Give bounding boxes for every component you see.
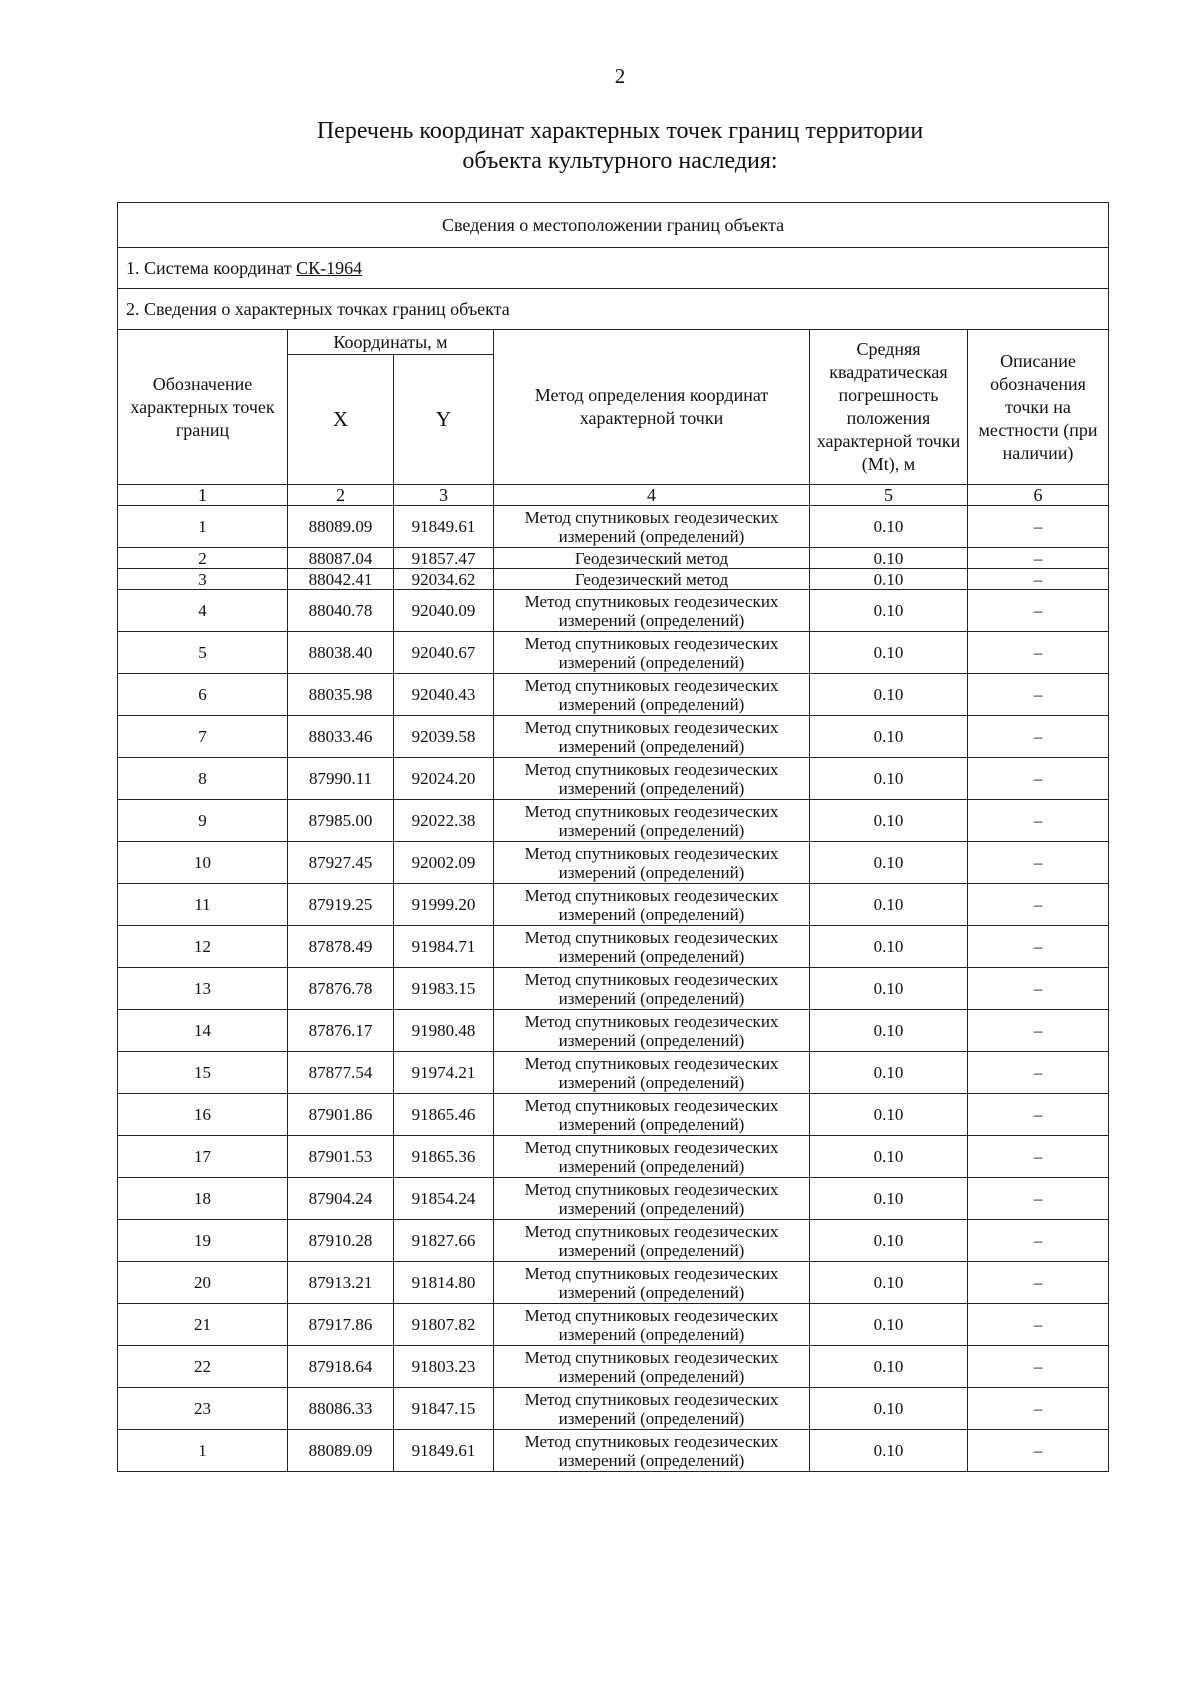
column-number: 2 <box>288 485 394 506</box>
table-row <box>118 1388 1109 1430</box>
y-coordinate-cell: 92002.09 <box>394 842 494 884</box>
x-coordinate-cell: 88038.40 <box>288 632 394 674</box>
error-cell: 0.10 <box>810 758 968 800</box>
y-coordinate-cell: 91980.48 <box>394 1010 494 1052</box>
x-coordinate-cell: 88040.78 <box>288 590 394 632</box>
error-cell: 0.10 <box>810 1262 968 1304</box>
y-coordinate-cell: 91865.36 <box>394 1136 494 1178</box>
table-row <box>118 716 1109 758</box>
y-coordinate-cell: 91807.82 <box>394 1304 494 1346</box>
point-id-cell: 18 <box>118 1178 288 1220</box>
header-method: Метод определения координат характерной точки <box>494 330 810 485</box>
point-id-cell: 6 <box>118 674 288 716</box>
error-cell: 0.10 <box>810 968 968 1010</box>
point-id-cell: 15 <box>118 1052 288 1094</box>
description-cell: – <box>968 1388 1109 1430</box>
description-cell: – <box>968 926 1109 968</box>
x-coordinate-cell: 88086.33 <box>288 1388 394 1430</box>
coord-system-cell <box>118 248 1109 289</box>
method-cell: Метод спутниковых геодезических измерений (определений) <box>494 1220 810 1262</box>
description-cell: – <box>968 1094 1109 1136</box>
point-id-cell: 22 <box>118 1346 288 1388</box>
table-row <box>118 674 1109 716</box>
table-row <box>118 758 1109 800</box>
point-id-cell: 9 <box>118 800 288 842</box>
description-cell: – <box>968 884 1109 926</box>
description-cell: – <box>968 1136 1109 1178</box>
description-cell: – <box>968 674 1109 716</box>
method-cell: Метод спутниковых геодезических измерений (определений) <box>494 1262 810 1304</box>
table-row <box>118 1178 1109 1220</box>
y-coordinate-cell: 91803.23 <box>394 1346 494 1388</box>
description-cell: – <box>968 1430 1109 1472</box>
description-cell: – <box>968 548 1109 569</box>
error-cell: 0.10 <box>810 1052 968 1094</box>
y-coordinate-cell: 91849.61 <box>394 1430 494 1472</box>
document-title <box>0 116 1200 176</box>
method-cell: Метод спутниковых геодезических измерений (определений) <box>494 926 810 968</box>
point-id-cell: 1 <box>118 506 288 548</box>
header-error <box>810 330 968 485</box>
points-header-row <box>118 289 1109 330</box>
table-row <box>118 1262 1109 1304</box>
method-cell: Метод спутниковых геодезических измерений (определений) <box>494 632 810 674</box>
column-header-row-1 <box>118 330 1109 355</box>
method-cell: Геодезический метод <box>494 569 810 590</box>
page-number: 2 <box>614 64 626 88</box>
error-cell: 0.10 <box>810 926 968 968</box>
y-coordinate-cell: 91849.61 <box>394 506 494 548</box>
x-coordinate-cell: 87919.25 <box>288 884 394 926</box>
description-cell: – <box>968 1262 1109 1304</box>
table-row <box>118 884 1109 926</box>
x-coordinate-cell: 87904.24 <box>288 1178 394 1220</box>
point-id-cell: 13 <box>118 968 288 1010</box>
method-cell: Метод спутниковых геодезических измерений (определений) <box>494 800 810 842</box>
method-cell: Метод спутниковых геодезических измерений (определений) <box>494 884 810 926</box>
description-cell: – <box>968 590 1109 632</box>
method-cell: Метод спутниковых геодезических измерений (определений) <box>494 1304 810 1346</box>
error-cell: 0.10 <box>810 1304 968 1346</box>
method-cell: Метод спутниковых геодезических измерений (определений) <box>494 1010 810 1052</box>
point-id-cell: 1 <box>118 1430 288 1472</box>
error-cell: 0.10 <box>810 590 968 632</box>
header-coordinates: Координаты, м <box>288 330 494 355</box>
description-cell: – <box>968 968 1109 1010</box>
method-cell: Геодезический метод <box>494 548 810 569</box>
x-coordinate-cell: 88089.09 <box>288 506 394 548</box>
method-cell: Метод спутниковых геодезических измерений (определений) <box>494 968 810 1010</box>
header-x: X <box>288 355 394 485</box>
table-row <box>118 548 1109 569</box>
point-id-cell: 23 <box>118 1388 288 1430</box>
point-id-cell: 14 <box>118 1010 288 1052</box>
x-coordinate-cell: 87918.64 <box>288 1346 394 1388</box>
x-coordinate-cell: 87985.00 <box>288 800 394 842</box>
x-coordinate-cell: 87913.21 <box>288 1262 394 1304</box>
document-title-line-2: объекта культурного наследия: <box>462 148 778 174</box>
section-header-row <box>118 203 1109 248</box>
y-coordinate-cell: 92022.38 <box>394 800 494 842</box>
point-id-cell: 2 <box>118 548 288 569</box>
x-coordinate-cell: 87878.49 <box>288 926 394 968</box>
column-number: 3 <box>394 485 494 506</box>
column-number: 1 <box>118 485 288 506</box>
point-id-cell: 3 <box>118 569 288 590</box>
table-row <box>118 569 1109 590</box>
method-cell: Метод спутниковых геодезических измерений (определений) <box>494 758 810 800</box>
error-cell: 0.10 <box>810 632 968 674</box>
method-cell: Метод спутниковых геодезических измерений (определений) <box>494 1430 810 1472</box>
description-cell: – <box>968 1304 1109 1346</box>
method-cell: Метод спутниковых геодезических измерений (определений) <box>494 1178 810 1220</box>
description-cell: – <box>968 632 1109 674</box>
error-cell: 0.10 <box>810 842 968 884</box>
table-row <box>118 1010 1109 1052</box>
x-coordinate-cell: 87990.11 <box>288 758 394 800</box>
y-coordinate-cell: 91999.20 <box>394 884 494 926</box>
description-cell: – <box>968 1010 1109 1052</box>
y-coordinate-cell: 91983.15 <box>394 968 494 1010</box>
description-cell: – <box>968 758 1109 800</box>
error-cell: 0.10 <box>810 1136 968 1178</box>
y-coordinate-cell: 92039.58 <box>394 716 494 758</box>
table-row <box>118 590 1109 632</box>
x-coordinate-cell: 87927.45 <box>288 842 394 884</box>
error-cell: 0.10 <box>810 1220 968 1262</box>
method-cell: Метод спутниковых геодезических измерений (определений) <box>494 1136 810 1178</box>
description-cell: – <box>968 1052 1109 1094</box>
error-cell: 0.10 <box>810 884 968 926</box>
coordinates-table <box>117 202 1109 1472</box>
x-coordinate-cell: 87901.53 <box>288 1136 394 1178</box>
description-cell: – <box>968 506 1109 548</box>
error-cell: 0.10 <box>810 506 968 548</box>
error-cell: 0.10 <box>810 1010 968 1052</box>
y-coordinate-cell: 91814.80 <box>394 1262 494 1304</box>
method-cell: Метод спутниковых геодезических измерений (определений) <box>494 506 810 548</box>
error-cell: 0.10 <box>810 569 968 590</box>
x-coordinate-cell: 87876.78 <box>288 968 394 1010</box>
x-coordinate-cell: 87877.54 <box>288 1052 394 1094</box>
table-row <box>118 1220 1109 1262</box>
table-row <box>118 1304 1109 1346</box>
table-row <box>118 506 1109 548</box>
point-id-cell: 17 <box>118 1136 288 1178</box>
point-id-cell: 12 <box>118 926 288 968</box>
x-coordinate-cell: 88087.04 <box>288 548 394 569</box>
header-description: Описание обозначения точки на местности (при наличии) <box>968 330 1109 485</box>
table-row <box>118 1430 1109 1472</box>
description-cell: – <box>968 1178 1109 1220</box>
column-number: 6 <box>968 485 1109 506</box>
table-row <box>118 632 1109 674</box>
description-cell: – <box>968 800 1109 842</box>
point-id-cell: 8 <box>118 758 288 800</box>
description-cell: – <box>968 569 1109 590</box>
table-row <box>118 968 1109 1010</box>
y-coordinate-cell: 92040.09 <box>394 590 494 632</box>
header-error-text: Средняя квадратическая погрешность положения характерной точки (Mt), м <box>816 339 961 474</box>
table-row <box>118 926 1109 968</box>
column-number: 4 <box>494 485 810 506</box>
description-cell: – <box>968 1346 1109 1388</box>
point-id-cell: 21 <box>118 1304 288 1346</box>
method-cell: Метод спутниковых геодезических измерений (определений) <box>494 1346 810 1388</box>
x-coordinate-cell: 87910.28 <box>288 1220 394 1262</box>
error-cell: 0.10 <box>810 1178 968 1220</box>
y-coordinate-cell: 92040.67 <box>394 632 494 674</box>
point-id-cell: 16 <box>118 1094 288 1136</box>
point-id-cell: 5 <box>118 632 288 674</box>
error-cell: 0.10 <box>810 1346 968 1388</box>
coord-system-value: СК-1964 <box>296 257 363 278</box>
table-row <box>118 800 1109 842</box>
document-title-line-1: Перечень координат характерных точек границ территории <box>316 118 924 144</box>
table-row <box>118 1052 1109 1094</box>
method-cell: Метод спутниковых геодезических измерений (определений) <box>494 1388 810 1430</box>
x-coordinate-cell: 88033.46 <box>288 716 394 758</box>
method-cell: Метод спутниковых геодезических измерений (определений) <box>494 674 810 716</box>
x-coordinate-cell: 87917.86 <box>288 1304 394 1346</box>
x-coordinate-cell: 88035.98 <box>288 674 394 716</box>
description-cell: – <box>968 1220 1109 1262</box>
y-coordinate-cell: 92024.20 <box>394 758 494 800</box>
error-cell: 0.10 <box>810 1094 968 1136</box>
x-coordinate-cell: 87876.17 <box>288 1010 394 1052</box>
y-coordinate-cell: 91827.66 <box>394 1220 494 1262</box>
header-y: Y <box>394 355 494 485</box>
description-cell: – <box>968 716 1109 758</box>
y-coordinate-cell: 91865.46 <box>394 1094 494 1136</box>
y-coordinate-cell: 91984.71 <box>394 926 494 968</box>
point-id-cell: 4 <box>118 590 288 632</box>
x-coordinate-cell: 88089.09 <box>288 1430 394 1472</box>
method-cell: Метод спутниковых геодезических измерений (определений) <box>494 1052 810 1094</box>
error-cell: 0.10 <box>810 548 968 569</box>
error-cell: 0.10 <box>810 1388 968 1430</box>
error-cell: 0.10 <box>810 716 968 758</box>
section-header: Сведения о местоположении границ объекта <box>118 203 1109 248</box>
method-cell: Метод спутниковых геодезических измерений (определений) <box>494 716 810 758</box>
error-cell: 0.10 <box>810 800 968 842</box>
point-id-cell: 19 <box>118 1220 288 1262</box>
table-row <box>118 842 1109 884</box>
method-cell: Метод спутниковых геодезических измерений (определений) <box>494 1094 810 1136</box>
y-coordinate-cell: 91854.24 <box>394 1178 494 1220</box>
point-id-cell: 7 <box>118 716 288 758</box>
method-cell: Метод спутниковых геодезических измерений (определений) <box>494 590 810 632</box>
point-id-cell: 20 <box>118 1262 288 1304</box>
point-id-cell: 11 <box>118 884 288 926</box>
error-cell: 0.10 <box>810 674 968 716</box>
column-number: 5 <box>810 485 968 506</box>
y-coordinate-cell: 91857.47 <box>394 548 494 569</box>
y-coordinate-cell: 91974.21 <box>394 1052 494 1094</box>
coord-system-label: 1. Система координат <box>126 257 297 278</box>
y-coordinate-cell: 92040.43 <box>394 674 494 716</box>
error-cell: 0.10 <box>810 1430 968 1472</box>
point-id-cell: 10 <box>118 842 288 884</box>
column-numbers-row <box>118 485 1109 506</box>
table-row <box>118 1346 1109 1388</box>
method-cell: Метод спутниковых геодезических измерений (определений) <box>494 842 810 884</box>
y-coordinate-cell: 91847.15 <box>394 1388 494 1430</box>
y-coordinate-cell: 92034.62 <box>394 569 494 590</box>
description-cell: – <box>968 842 1109 884</box>
table-row <box>118 1094 1109 1136</box>
points-header: 2. Сведения о характерных точках границ объекта <box>118 289 1109 330</box>
table-row <box>118 1136 1109 1178</box>
header-point: Обозначение характерных точек границ <box>118 330 288 485</box>
x-coordinate-cell: 87901.86 <box>288 1094 394 1136</box>
coord-system-row <box>118 248 1109 289</box>
x-coordinate-cell: 88042.41 <box>288 569 394 590</box>
